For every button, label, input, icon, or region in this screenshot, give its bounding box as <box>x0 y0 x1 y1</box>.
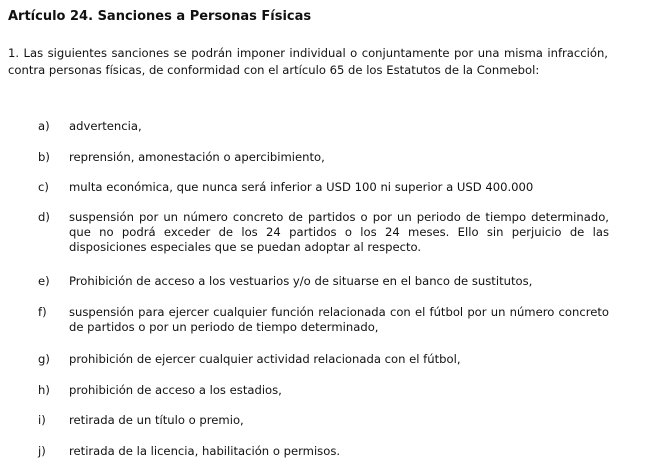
list-item-text: multa económica, que nunca será inferior a USD 100 ni superior a USD 400.000 <box>69 180 534 194</box>
list-item-text: suspensión por un número concreto de partidos o por un periodo de tiempo determinado, que no podrá exceder de los 24 partidos o los 24 meses. Ello sin perjuicio de las disposiciones especiales que se puedan adoptar al respecto. <box>69 210 609 254</box>
list-item-marker: b) <box>38 150 50 164</box>
intro-paragraph: 1. Las siguientes sanciones se podrán imponer individual o conjuntamente por una misma infracción, contra personas físicas, de conformidad con el artículo 65 de los Estatutos de la Conmebol: <box>8 46 608 77</box>
list-item-text: suspensión para ejercer cualquier función relacionada con el fútbol por un número concreto de partidos o por un periodo de tiempo determinado, <box>69 305 609 334</box>
list-item-marker: c) <box>38 180 49 194</box>
list-item-text: Prohibición de acceso a los vestuarios y/o de situarse en el banco de sustitutos, <box>69 274 533 288</box>
list-item-marker: f) <box>38 305 47 319</box>
list-item-text: advertencia, <box>69 119 142 133</box>
list-item-marker: a) <box>38 119 50 133</box>
list-item-marker: e) <box>38 274 50 288</box>
list-item-marker: i) <box>38 413 46 427</box>
list-item-marker: h) <box>38 383 50 397</box>
article-title: Artículo 24. Sanciones a Personas Físicas <box>8 9 312 24</box>
list-item-marker: g) <box>38 352 50 366</box>
list-item-marker: d) <box>38 210 50 224</box>
list-item-text: reprensión, amonestación o apercibimiento, <box>69 150 325 164</box>
list-item-text: prohibición de ejercer cualquier actividad relacionada con el fútbol, <box>69 352 461 366</box>
list-item-marker: j) <box>38 444 46 458</box>
list-item-text: retirada de un título o premio, <box>69 413 244 427</box>
list-item-text: prohibición de acceso a los estadios, <box>69 383 282 397</box>
list-item-text: retirada de la licencia, habilitación o permisos. <box>69 444 341 458</box>
